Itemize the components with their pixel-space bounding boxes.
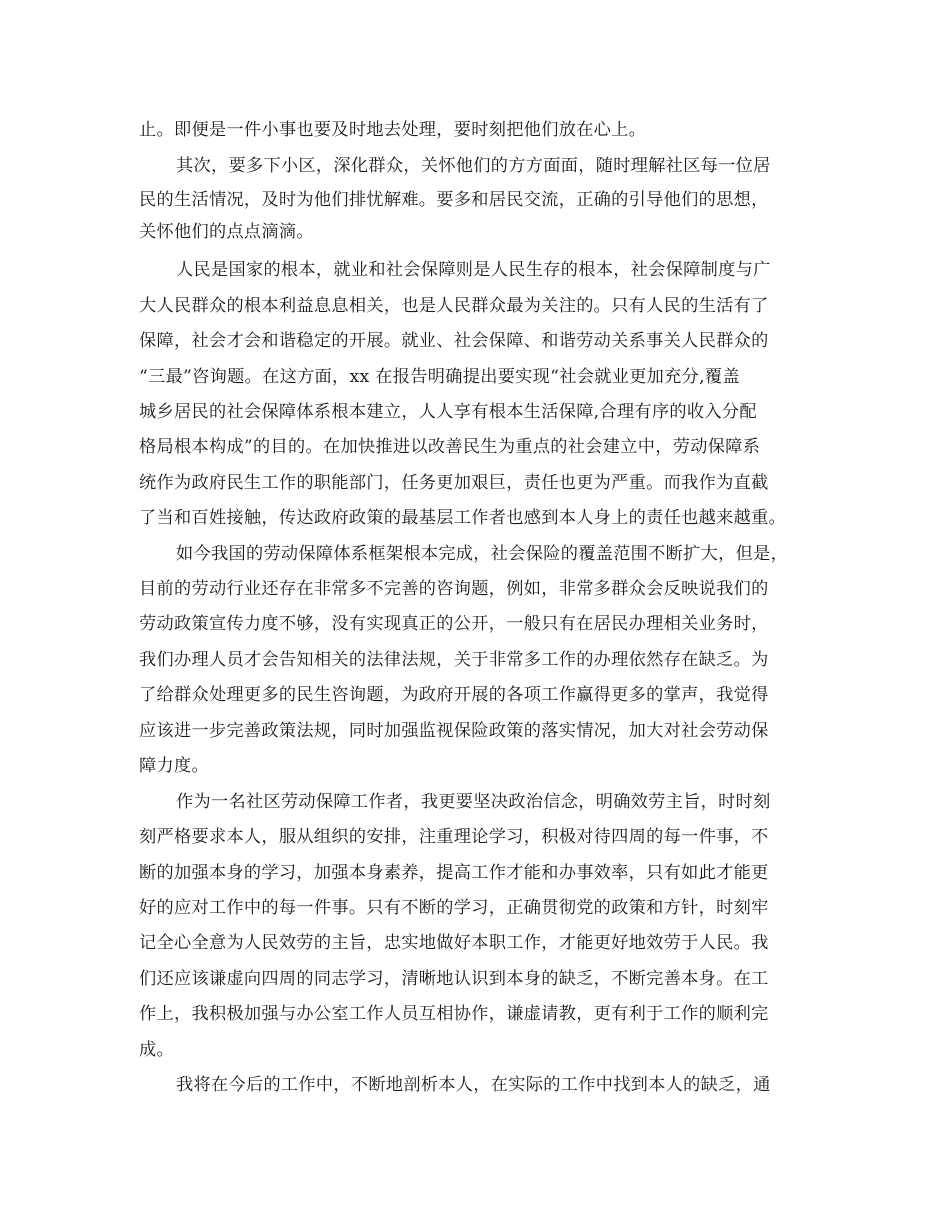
- text-line: 城乡居民的社会保障体系根本建立，人人享有根本生活保障,合理有序的收入分配: [139, 402, 757, 422]
- text-line: “三最”咨询题。在这方面，xx 在报告明确提出要实现“社会就业更加充分,覆盖: [139, 367, 740, 387]
- text-line: 保障，社会才会和谐稳定的开展。就业、社会保障、和谐劳动关系事关人民群众的: [139, 331, 769, 351]
- text-line: 大人民群众的根本利益息息相关，也是人民群众最为关注的。只有人民的生活有了: [139, 296, 769, 316]
- text-line: 统作为政府民生工作的职能部门，任务更加艰巨，责任也更为严重。而我作为直截: [139, 473, 769, 493]
- text-line: 断的加强本身的学习，加强本身素养，提高工作才能和办事效率，只有如此才能更: [139, 863, 769, 883]
- paragraph-start-line: 作为一名社区劳动保障工作者，我更要坚决政治信念，明确效劳主旨，时时刻: [176, 792, 771, 812]
- text-line: 刻严格要求本人，服从组织的安排，注重理论学习，积极对待四周的每一件事，不: [139, 827, 769, 847]
- text-line: 民的生活情况，及时为他们排忧解难。要多和居民交流，正确的引导他们的思想，: [139, 190, 769, 210]
- text-line: 好的应对工作中的每一件事。只有不断的学习，正确贯彻党的政策和方针，时刻牢: [139, 898, 769, 918]
- paragraph-start-line: 如今我国的劳动保障体系框架根本完成，社会保险的覆盖范围不断扩大，但是，: [176, 544, 789, 564]
- text-line: 障力度。: [139, 756, 209, 776]
- paragraph-start-line: 人民是国家的根本，就业和社会保障则是人民生存的根本，社会保障制度与广: [176, 260, 771, 280]
- text-line: 记全心全意为人民效劳的主旨，忠实地做好本职工作，才能更好地效劳于人民。我: [139, 933, 769, 953]
- text-line: 们还应该谦虚向四周的同志学习，清晰地认识到本身的缺乏，不断完善本身。在工: [139, 969, 769, 989]
- text-line: 应该进一步完善政策法规，同时加强监视保险政策的落实情况，加大对社会劳动保: [139, 721, 769, 741]
- paragraph-start-line: 我将在今后的工作中，不断地剖析本人，在实际的工作中找到本人的缺乏，通: [176, 1075, 771, 1095]
- text-line: 了当和百姓接触，传达政府政策的最基层工作者也感到本人身上的责任也越来越重。: [139, 508, 787, 528]
- text-line: 成。: [139, 1040, 174, 1060]
- text-line: 作上，我积极加强与办公室工作人员互相协作，谦虚请教，更有利于工作的顺利完: [139, 1004, 769, 1024]
- text-line: 劳动政策宣传力度不够，没有实现真正的公开，一般只有在居民办理相关业务时，: [139, 614, 769, 634]
- paragraph-start-line: 其次，要多下小区，深化群众，关怀他们的方方面面，随时理解社区每一位居: [176, 156, 771, 176]
- text-line: 了给群众处理更多的民生咨询题，为政府开展的各项工作赢得更多的掌声，我觉得: [139, 685, 769, 705]
- text-line: 关怀他们的点点滴滴。: [139, 222, 314, 242]
- text-line: 目前的劳动行业还存在非常多不完善的咨询题，例如，非常多群众会反映说我们的: [139, 579, 769, 599]
- text-line: 止。即便是一件小事也要及时地去处理，要时刻把他们放在心上。: [139, 120, 647, 140]
- text-line: 格局根本构成”的目的。在加快推进以改善民生为重点的社会建立中，劳动保障系: [139, 437, 761, 457]
- text-line: 我们办理人员才会告知相关的法律法规，关于非常多工作的办理依然存在缺乏。为: [139, 650, 769, 670]
